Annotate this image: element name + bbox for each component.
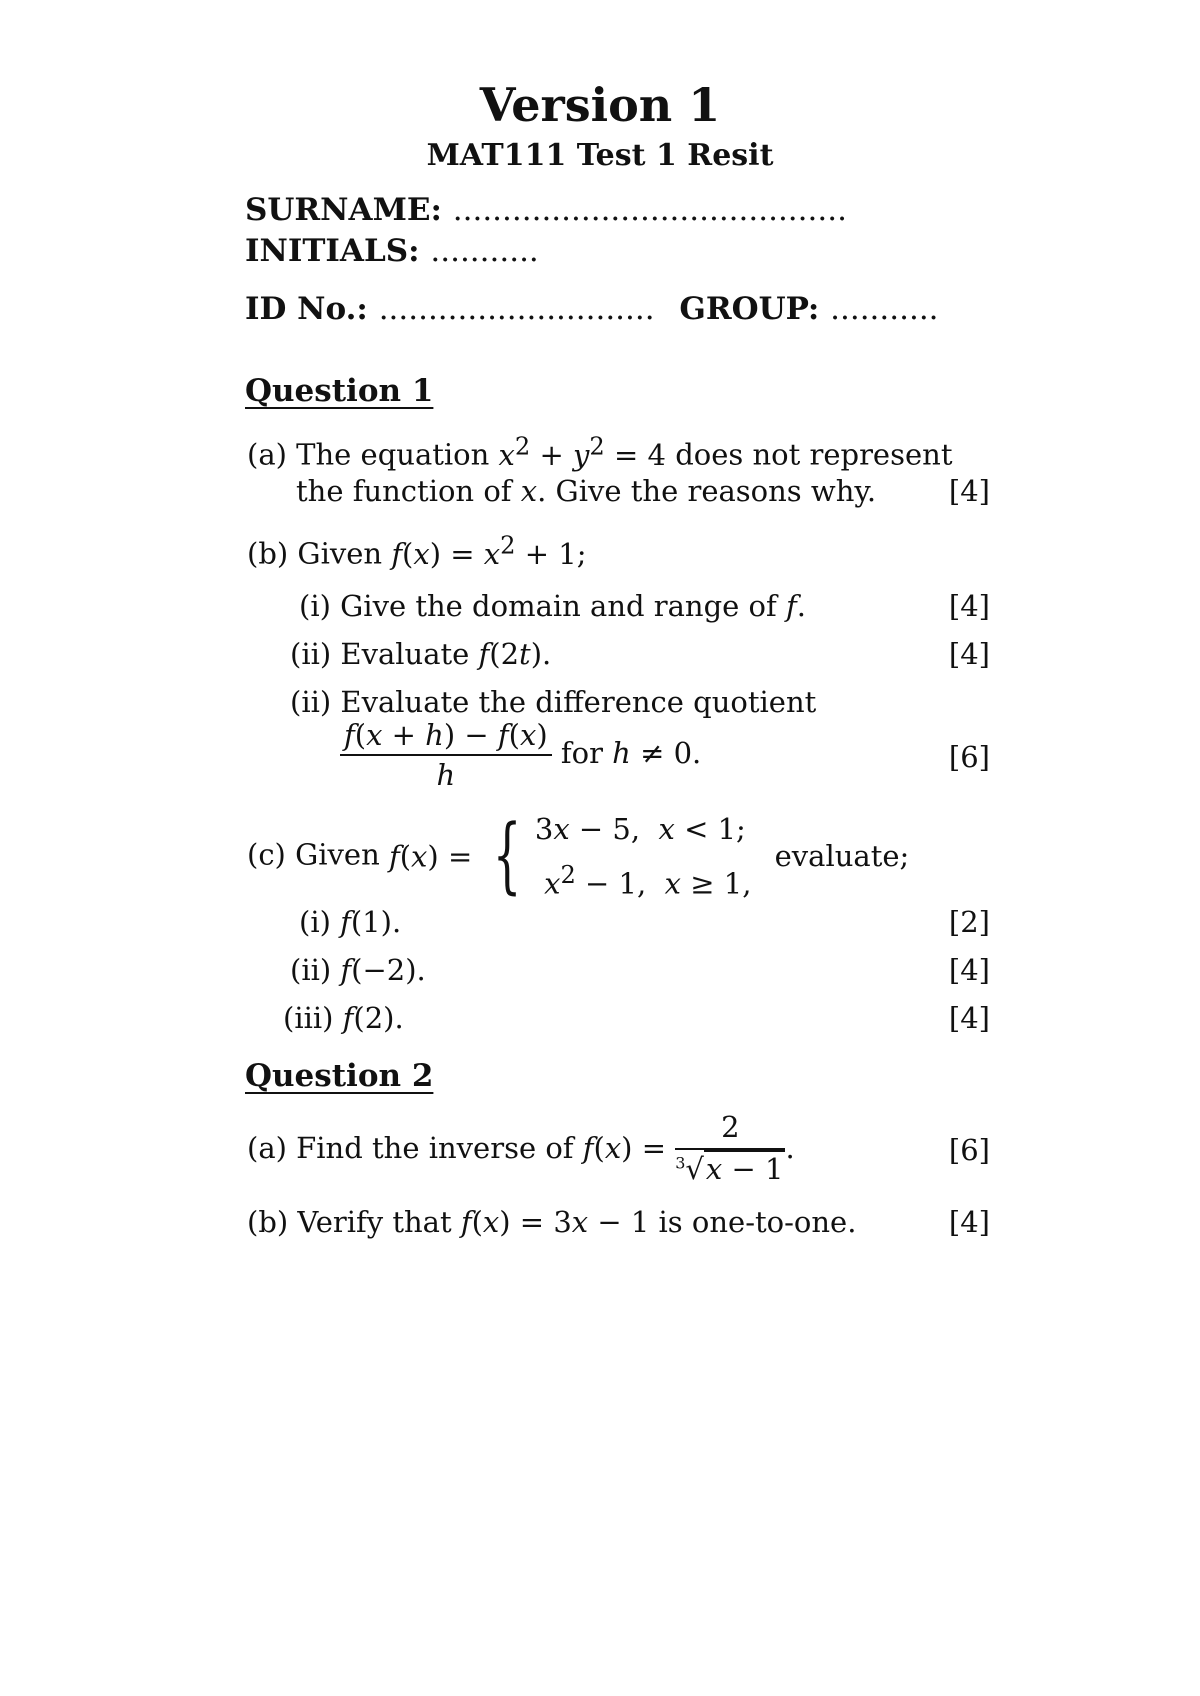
q1c-text: Given: [295, 837, 380, 872]
q2a-text: Find the inverse of: [296, 1131, 574, 1165]
q1cii-mark: [4]: [948, 953, 990, 987]
group-label: GROUP:: [679, 291, 820, 327]
q1cii-label: (ii): [290, 953, 332, 987]
q1bii-expr: f(2t).: [478, 637, 552, 671]
q1a-text-post: does not represent: [675, 437, 953, 472]
group-blank[interactable]: ...........: [830, 291, 939, 327]
q1b-label: (b): [247, 536, 289, 571]
q1ciii-label: (iii): [283, 1001, 334, 1035]
q1a-text2-post: . Give the reasons why.: [537, 474, 877, 508]
q1bii-mark: [4]: [948, 637, 990, 671]
q1ciii-line: (iii) f(2).: [283, 1001, 404, 1035]
q1ci-line: (i) f(1).: [299, 905, 402, 939]
q1bi-label: (i): [299, 589, 331, 623]
q1biii-line: [290, 685, 816, 719]
q2b-line: (b) Verify that f(x) = 3x − 1 is one-to-one.: [247, 1205, 857, 1239]
q2a-line: (a) Find the inverse of f(x) = $\frac{2}{^3√x - 1}$ .: [247, 1110, 795, 1186]
q1b-function: $f(x) = x^2 + 1$;: [391, 531, 587, 571]
page-title: Version 1: [479, 78, 721, 132]
q1bii-label: (ii): [290, 637, 332, 671]
q1bi-text: Give the domain and range of: [340, 589, 777, 623]
q1biii-for: for: [560, 736, 603, 770]
inverse-fraction: $\frac{2}{^3√x - 1}$: [675, 1110, 784, 1186]
q1ciii-mark: [4]: [948, 1001, 990, 1035]
q2a-mark: [6]: [948, 1133, 990, 1167]
q1bii-line: [290, 637, 551, 671]
page-subtitle: MAT111 Test 1 Resit: [426, 138, 774, 173]
surname-blank[interactable]: ........................................: [452, 192, 847, 228]
q2b-label: (b): [247, 1205, 289, 1239]
surname-label: SURNAME:: [245, 192, 442, 228]
q1b-line: [247, 531, 587, 571]
q1a-text-pre: The equation: [296, 437, 490, 472]
piecewise-cases: 3x − 5, x < 1; $x^2 - 1$, x ≥ 1,: [534, 812, 752, 901]
q1a-mark: [4]: [948, 474, 990, 508]
initials-field[interactable]: [245, 233, 539, 269]
question-1-heading: Question 1: [245, 373, 434, 409]
q1a-equation: $x^2 + y^2 = 4$: [498, 432, 666, 472]
q1c-evaluate: evaluate;: [774, 839, 910, 874]
q2a-label: (a): [247, 1131, 287, 1165]
q1a-line1: [247, 432, 952, 472]
cube-root: $^3$√x − 1: [675, 1152, 784, 1186]
q1biii-label: (ii): [290, 685, 332, 719]
q1cii-line: (ii) f(−2).: [290, 953, 426, 987]
q2b-mark: [4]: [948, 1205, 990, 1239]
q1biii-quotient: $\frac{f(x + h) - f(x)}{h}$ for h ≠ 0.: [340, 718, 701, 792]
initials-label: INITIALS:: [245, 233, 420, 269]
q1c-line: (c) Given f(x) = { 3x − 5, x < 1; $x^2 - 1$, x ≥ 1, evaluate;: [247, 806, 909, 907]
id-group-field[interactable]: [245, 291, 939, 327]
q2b-text-pre: Verify that: [297, 1205, 452, 1239]
q1a-label: (a): [247, 437, 287, 472]
q1bii-text: Evaluate: [340, 637, 470, 671]
q1c-label: (c): [247, 837, 286, 872]
q1a-line2: the function of x. Give the reasons why.: [296, 474, 877, 508]
left-brace: {: [493, 808, 522, 904]
surname-field[interactable]: [245, 192, 847, 228]
q1a-text2: the function of: [296, 474, 512, 508]
q1bi-line: (i) Give the domain and range of f.: [299, 589, 806, 623]
difference-quotient-fraction: $\frac{f(x + h) - f(x)}{h}$: [340, 718, 552, 792]
q1bi-mark: [4]: [948, 589, 990, 623]
id-label: ID No.:: [245, 291, 368, 327]
question-2-heading: Question 2: [245, 1058, 434, 1094]
q1biii-text: Evaluate the difference quotient: [340, 685, 817, 719]
q1ci-label: (i): [299, 905, 331, 939]
initials-blank[interactable]: ...........: [430, 233, 539, 269]
q2b-text-post: is one-to-one.: [658, 1205, 857, 1239]
q1biii-mark: [6]: [948, 740, 990, 774]
q1b-text: Given: [297, 536, 383, 571]
id-blank[interactable]: ............................: [378, 291, 655, 327]
q1ci-mark: [2]: [948, 905, 990, 939]
